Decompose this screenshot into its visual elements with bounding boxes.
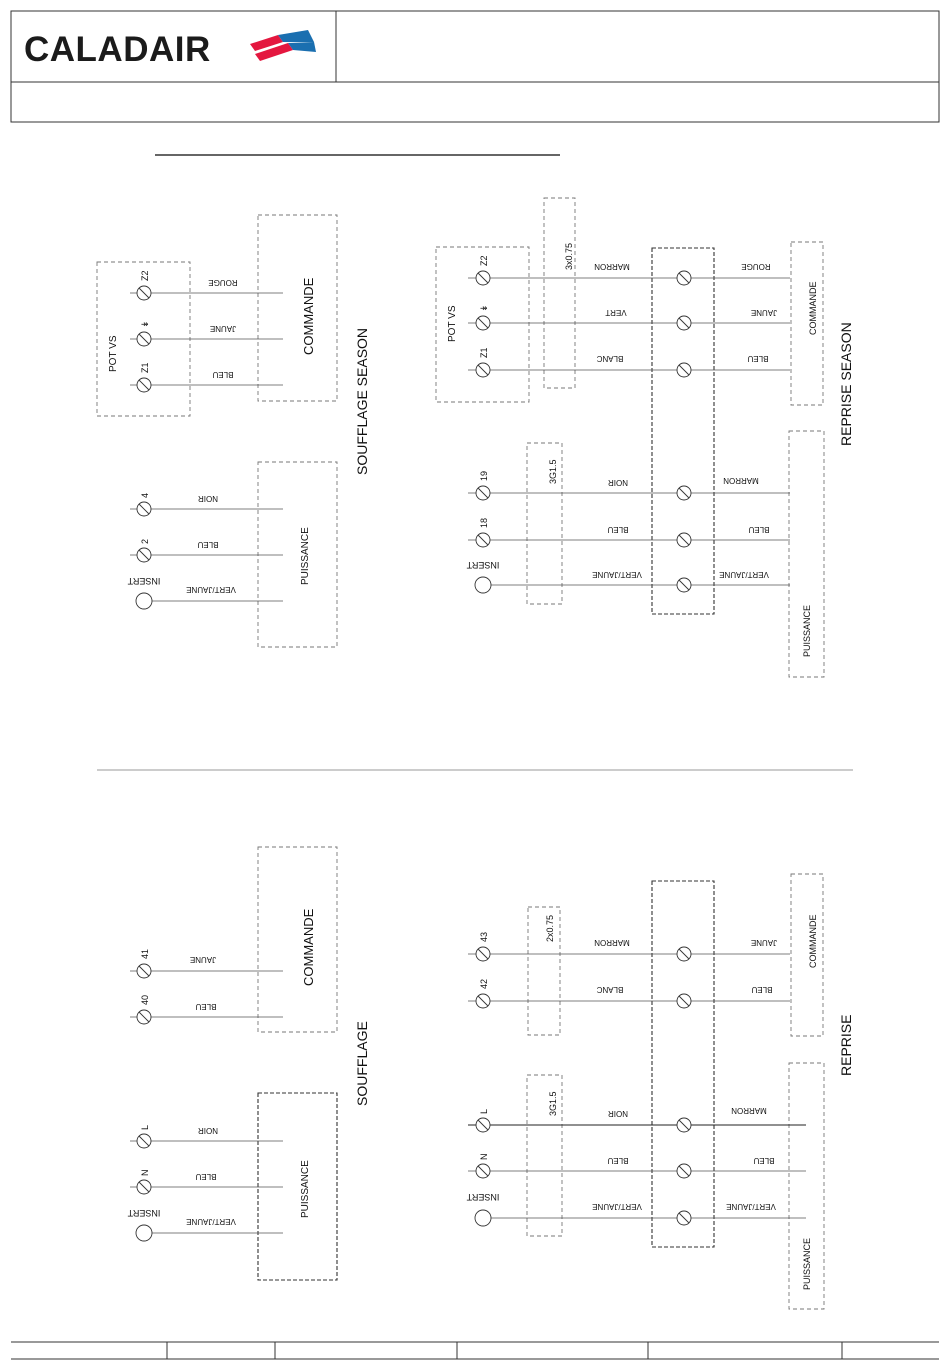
- terminal-label: N: [140, 1169, 150, 1176]
- wire-label: JAUNE: [750, 938, 778, 947]
- puissance-label: PUISSANCE: [802, 604, 812, 657]
- terminal-label: Z2: [479, 255, 489, 266]
- terminal-label: N: [479, 1153, 489, 1160]
- wire-label: BLEU: [195, 1002, 217, 1011]
- puissance-label: PUISSANCE: [300, 527, 311, 585]
- terminal: [677, 994, 691, 1008]
- terminal: [137, 502, 151, 516]
- insert-terminal: [475, 577, 491, 593]
- terminal: [677, 486, 691, 500]
- terminal-label: 41: [140, 948, 150, 959]
- terminal: [137, 1010, 151, 1024]
- insert-label: INSERT: [466, 1192, 500, 1202]
- diagram-soufflage: [127, 847, 370, 1280]
- terminal-label: ↡: [479, 304, 489, 312]
- insert-terminal: [136, 593, 152, 609]
- terminal: [677, 316, 691, 330]
- diagram-soufflage-season: [97, 215, 370, 647]
- terminal: [476, 994, 490, 1008]
- commande-label: COMMANDE: [808, 281, 818, 335]
- wire-label: VERT/JAUNE: [719, 570, 769, 579]
- wire-label: JAUNE: [209, 324, 237, 333]
- wire-label: ROUGE: [741, 262, 771, 271]
- wire-label: BLEU: [747, 354, 769, 363]
- puissance-box: [258, 462, 337, 647]
- terminal: [137, 1134, 151, 1148]
- commande-label: COMMANDE: [301, 908, 316, 986]
- commande-label: COMMANDE: [808, 914, 818, 968]
- cable-label: 3G1.5: [548, 1091, 558, 1116]
- wire-label: BLEU: [751, 985, 773, 994]
- wire-label: VERT/JAUNE: [592, 570, 642, 579]
- commande-box: [791, 242, 823, 405]
- terminal: [137, 286, 151, 300]
- terminal: [677, 578, 691, 592]
- wire-label: MARRON: [594, 938, 630, 947]
- terminal: [137, 548, 151, 562]
- commande-label: COMMANDE: [301, 277, 316, 355]
- terminal-label: 43: [479, 931, 489, 942]
- terminal-label: Z1: [140, 362, 150, 373]
- terminal: [677, 271, 691, 285]
- puissance-box: [258, 1093, 337, 1280]
- cable-label: 2x0.75: [545, 914, 555, 942]
- wire-label: NOIR: [198, 1126, 218, 1135]
- terminal: [677, 947, 691, 961]
- terminal: [137, 332, 151, 346]
- terminal-label: Z2: [140, 270, 150, 281]
- terminal: [476, 533, 490, 547]
- wire-label: MARRON: [594, 262, 630, 271]
- wire-label: BLEU: [607, 1156, 629, 1165]
- cable-box: [544, 198, 575, 388]
- terminal-label: ↡: [140, 320, 150, 328]
- terminal: [476, 1164, 490, 1178]
- terminal-label: 19: [479, 470, 489, 481]
- terminal-block-box: [652, 881, 714, 1247]
- terminal: [677, 363, 691, 377]
- terminal-label: L: [479, 1108, 489, 1114]
- terminal: [137, 964, 151, 978]
- diagram-title: SOUFFLAGE SEASON: [354, 327, 370, 475]
- diagram-title: REPRISE SEASON: [838, 322, 854, 446]
- insert-terminal: [136, 1225, 152, 1241]
- commande-box: [258, 215, 337, 401]
- diagram-reprise-season: [436, 198, 854, 677]
- cable-label: 3x0.75: [564, 242, 574, 270]
- diagram-title: REPRISE: [838, 1014, 854, 1076]
- terminal-label: 2: [140, 538, 150, 544]
- insert-label: INSERT: [466, 560, 500, 570]
- wire-label: BLANC: [596, 985, 624, 994]
- diagram-reprise: [466, 874, 854, 1309]
- wire-label: VERT: [605, 308, 627, 317]
- terminal: [476, 363, 490, 377]
- puissance-label: PUISSANCE: [300, 1160, 311, 1218]
- cable-box: [528, 907, 560, 1035]
- commande-box: [791, 874, 823, 1036]
- logo-mark-icon: [250, 30, 316, 61]
- logo-text: CALADAIR: [24, 30, 211, 69]
- wire-label: VERT/JAUNE: [726, 1202, 776, 1211]
- pot-label: POT VS: [447, 305, 458, 342]
- terminal: [137, 1180, 151, 1194]
- wire-label: BLEU: [197, 540, 219, 549]
- wire-label: JAUNE: [750, 308, 778, 317]
- puissance-label: PUISSANCE: [802, 1237, 812, 1290]
- caladair-logo: [24, 30, 316, 69]
- wire-label: BLEU: [195, 1172, 217, 1181]
- wire-label: JAUNE: [189, 955, 217, 964]
- wire-label: BLANC: [596, 354, 624, 363]
- terminal: [476, 316, 490, 330]
- wire-label: MARRON: [723, 476, 759, 485]
- insert-terminal: [475, 1210, 491, 1226]
- cable-label: 3G1.5: [548, 459, 558, 484]
- wire-label: VERT/JAUNE: [186, 585, 236, 594]
- commande-box: [258, 847, 337, 1032]
- wire-label: VERT/JAUNE: [186, 1217, 236, 1226]
- terminal-block-box: [652, 248, 714, 614]
- terminal-label: 4: [140, 492, 150, 498]
- wire-label: NOIR: [608, 1109, 628, 1118]
- terminal-label: L: [140, 1124, 150, 1130]
- wire-label: NOIR: [608, 478, 628, 487]
- terminal-label: 42: [479, 978, 489, 989]
- diagram-title: SOUFFLAGE: [354, 1021, 370, 1106]
- wire-label: BLEU: [748, 525, 770, 534]
- insert-label: INSERT: [127, 1208, 161, 1218]
- wire-label: BLEU: [607, 525, 629, 534]
- terminal: [476, 486, 490, 500]
- wire-label: NOIR: [198, 494, 218, 503]
- footer-block: [11, 1342, 939, 1359]
- terminal: [476, 271, 490, 285]
- wire-label: BLEU: [212, 370, 234, 379]
- terminal: [677, 533, 691, 547]
- wire-label: ROUGE: [208, 278, 238, 287]
- terminal: [677, 1164, 691, 1178]
- insert-label: INSERT: [127, 576, 161, 586]
- wire-label: VERT/JAUNE: [592, 1202, 642, 1211]
- terminal: [476, 1118, 490, 1132]
- pot-label: POT VS: [108, 335, 119, 372]
- terminal: [677, 1211, 691, 1225]
- wire-label: BLEU: [753, 1156, 775, 1165]
- terminal-label: Z1: [479, 347, 489, 358]
- terminal: [677, 1118, 691, 1132]
- terminal: [476, 947, 490, 961]
- wire-label: MARRON: [731, 1106, 767, 1115]
- terminal-label: 40: [140, 994, 150, 1005]
- terminal: [137, 378, 151, 392]
- terminal-label: 18: [479, 517, 489, 528]
